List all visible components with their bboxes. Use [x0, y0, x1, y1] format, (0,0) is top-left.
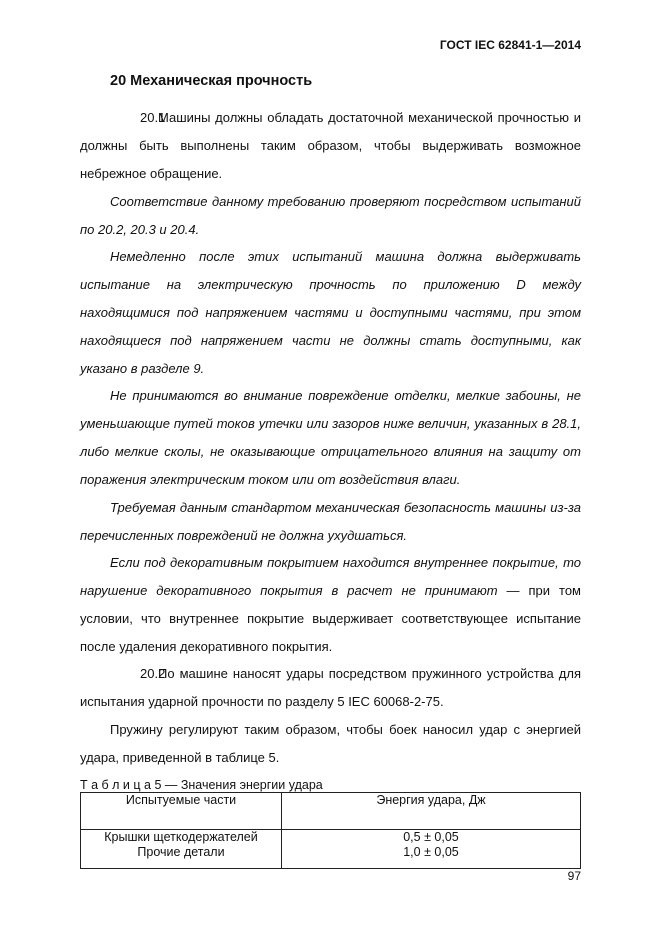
clause-number: 20.2 [140, 666, 166, 681]
page-number: 97 [567, 869, 581, 883]
paragraph-electric-test: Немедленно после этих испытаний машина должна выдерживать испытание на электрическую прочность по приложению D между находящимися под напряжением частями и доступными частями, при этом находящиеся под напряжением части не должны стать доступными, как указано в разделе 9. [80, 249, 581, 376]
paragraph-text: Машины должны обладать достаточной механической прочностью и должны быть выполнены таким образом, чтобы выдерживать возможное небрежное обращение. [80, 110, 581, 181]
table-row [81, 830, 581, 869]
table-header-row [81, 793, 581, 830]
clause-number: 20.1 [140, 110, 166, 125]
coating-rest-text: — при том условии, что внутреннее покрытие выдерживает соответствующее испытание после удаления декоративного покрытия. [80, 583, 581, 654]
column-header-parts: Испытуемые части [81, 793, 282, 830]
paragraph-text: По машине наносят удары посредством пружинного устройства для испытания ударной прочности по разделу 5 IEC 60068-2-75. [80, 666, 581, 709]
document-header: ГОСТ IEC 62841-1—2014 [439, 38, 581, 52]
part-brush-holder-covers: Крышки щеткодержателей [104, 830, 258, 844]
energy-value-1: 0,5 ± 0,05 [403, 830, 459, 844]
table-caption: Т а б л и ц а 5 — Значения энергии удара [80, 778, 323, 792]
parts-cell [81, 830, 282, 869]
energy-value-2: 1,0 ± 0,05 [403, 845, 459, 859]
energy-table [80, 792, 581, 869]
section-title: 20 Механическая прочность [110, 73, 313, 89]
paragraph-coating [80, 549, 581, 661]
paragraph-spring: Пружину регулируют таким образом, чтобы боек наносил удар с энергией удара, приведенной в таблице 5. [80, 722, 581, 765]
paragraph-20-2 [80, 660, 581, 716]
paragraph-compliance: Соответствие данному требованию проверяют посредством испытаний по 20.2, 20.3 и 20.4. [80, 194, 581, 237]
coating-italic-text: Если под декоративным покрытием находится внутреннее покрытие, то нарушение декоративного покрытия в расчет не принимают [80, 555, 581, 598]
column-header-energy: Энергия удара, Дж [282, 793, 581, 830]
paragraph-20-1 [80, 104, 581, 188]
energy-cell [282, 830, 581, 869]
paragraph-damage: Не принимаются во внимание повреждение отделки, мелкие забоины, не уменьшающие путей токов утечки или зазоров ниже величин, указанных в 28.1, либо мелкие сколы, не оказывающие отрицательного влияния на защиту от поражения электрическим током или от воздействия влаги. [80, 388, 581, 487]
part-other: Прочие детали [137, 845, 225, 859]
paragraph-safety: Требуемая данным стандартом механическая безопасность машины из-за перечисленных повреждений не должна ухудшаться. [80, 500, 581, 543]
